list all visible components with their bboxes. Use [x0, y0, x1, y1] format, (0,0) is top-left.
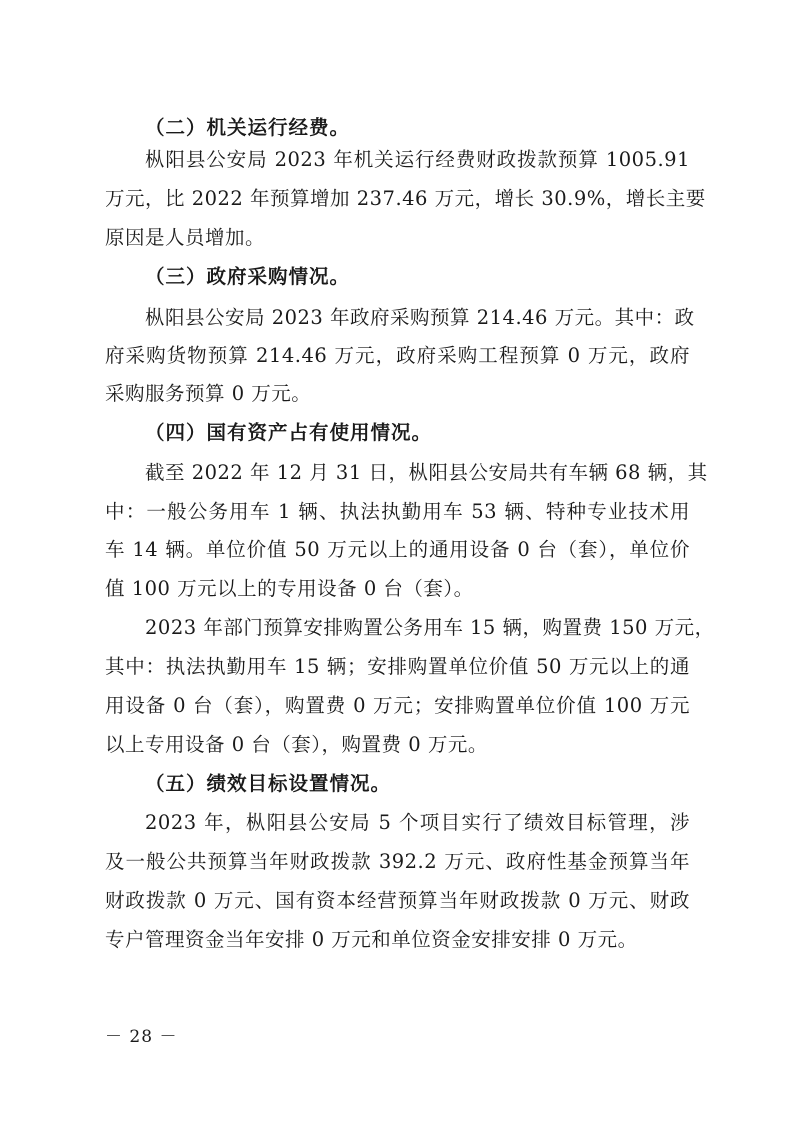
paragraph-line: 财政拨款 0 万元、国有资本经营预算当年财政拨款 0 万元、财政 [105, 889, 690, 912]
paragraph-line: 枞阳县公安局 2023 年政府采购预算 214.46 万元。其中：政 [145, 306, 695, 329]
paragraph-line: 及一般公共预算当年财政拨款 392.2 万元、政府性基金预算当年 [105, 850, 690, 873]
paragraph-line: 府采购货物预算 214.46 万元，政府采购工程预算 0 万元，政府 [105, 344, 690, 367]
paragraph-line: 2023 年部门预算安排购置公务用车 15 辆，购置费 150 万元， [145, 616, 715, 639]
paragraph-line: 采购服务预算 0 万元。 [105, 382, 312, 405]
section-heading-5: （五）绩效目标设置情况。 [145, 772, 392, 795]
paragraph-line: 值 100 万元以上的专用设备 0 台（套）。 [105, 577, 474, 600]
paragraph-line: 2023 年，枞阳县公安局 5 个项目实行了绩效目标管理，涉 [145, 811, 690, 834]
section-heading-4: （四）国有资产占有使用情况。 [145, 421, 433, 444]
paragraph-line: 以上专用设备 0 台（套），购置费 0 万元。 [105, 733, 488, 756]
paragraph-line: 截至 2022 年 12 月 31 日，枞阳县公安局共有车辆 68 辆，其 [145, 461, 708, 484]
page-number: － 28 － [105, 1027, 178, 1047]
paragraph-line: 用设备 0 台（套），购置费 0 万元；安排购置单位价值 100 万元 [105, 694, 690, 717]
paragraph-line: 中：一般公务用车 1 辆、执法执勤用车 53 辆、特种专业技术用 [105, 500, 690, 523]
section-heading-3: （三）政府采购情况。 [145, 265, 351, 288]
paragraph-line: 原因是人员增加。 [105, 226, 266, 249]
paragraph-line: 其中：执法执勤用车 15 辆；安排购置单位价值 50 万元以上的通 [105, 655, 690, 678]
paragraph-line: 枞阳县公安局 2023 年机关运行经费财政拨款预算 1005.91 [145, 148, 690, 171]
paragraph-line: 专户管理资金当年安排 0 万元和单位资金安排安排 0 万元。 [105, 928, 638, 951]
paragraph-line: 车 14 辆。单位价值 50 万元以上的通用设备 0 台（套），单位价 [105, 538, 690, 561]
section-heading-2: （二）机关运行经费。 [145, 116, 351, 139]
paragraph-line: 万元，比 2022 年预算增加 237.46 万元，增长 30.9%，增长主要 [105, 187, 706, 210]
